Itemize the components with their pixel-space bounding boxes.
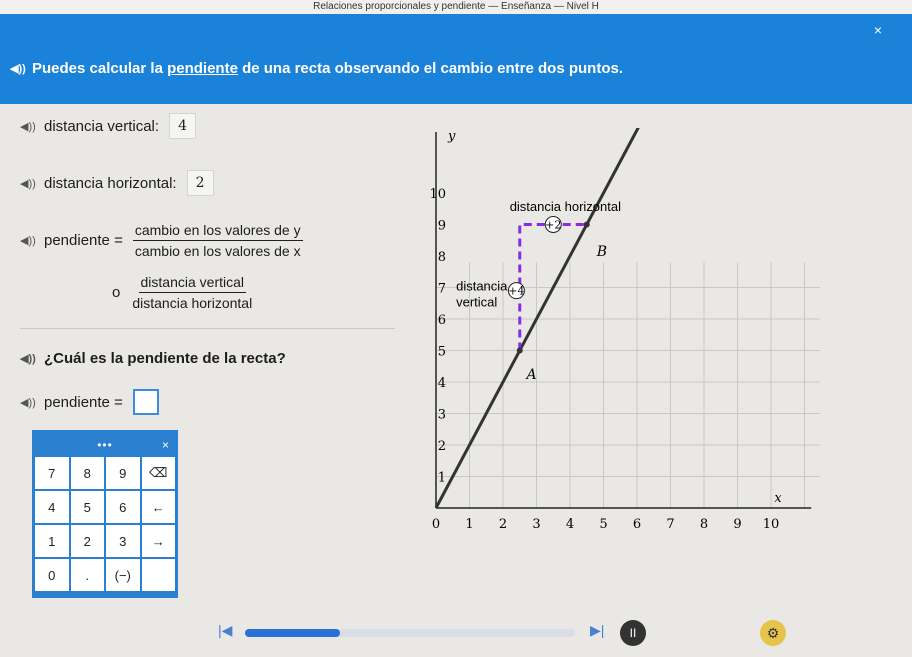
- arrow-left-key[interactable]: ←: [142, 491, 176, 523]
- key-4[interactable]: 4: [35, 491, 69, 523]
- key-3[interactable]: 3: [106, 525, 140, 557]
- y-axis-label: y: [448, 129, 456, 144]
- speaker-icon[interactable]: ◀)): [20, 353, 36, 365]
- vertical-badge: +4: [508, 284, 525, 298]
- x-tick-label: 0: [431, 517, 441, 532]
- y-tick-label: 8: [437, 250, 446, 265]
- key-0[interactable]: 0: [35, 559, 69, 591]
- pendiente-link[interactable]: pendiente: [167, 60, 238, 77]
- answer-label: pendiente =: [44, 393, 123, 411]
- decimal-key[interactable]: .: [71, 559, 105, 591]
- answer-input[interactable]: [133, 389, 159, 415]
- speaker-icon[interactable]: ◀)): [20, 235, 36, 247]
- next-icon[interactable]: ▶|: [590, 622, 605, 638]
- progress-track[interactable]: [245, 629, 575, 637]
- x-tick-label: 4: [565, 517, 575, 532]
- y-tick-label: 5: [437, 344, 446, 360]
- y-tick-label: 10: [429, 187, 446, 202]
- keypad: [32, 430, 178, 598]
- pause-button[interactable]: II: [620, 620, 646, 646]
- key-9[interactable]: 9: [106, 457, 140, 489]
- graph-svg: [420, 128, 820, 548]
- graph-line: [436, 128, 650, 508]
- x-tick-label: 9: [733, 517, 742, 532]
- prompt-post: de una recta observando el cambio entre dos puntos.: [237, 60, 624, 77]
- y-tick-label: 2: [437, 439, 446, 454]
- fraction-numerator: cambio en los valores de y: [133, 222, 303, 241]
- media-controls: [0, 612, 912, 657]
- fraction-values: [133, 222, 303, 259]
- fraction-numerator: distancia vertical: [139, 274, 247, 293]
- key-2[interactable]: 2: [71, 525, 105, 557]
- axes: [436, 132, 811, 508]
- x-tick-label: 2: [498, 517, 508, 532]
- horizontal-distance-caption: distancia horizontal: [509, 199, 621, 215]
- fraction-distances: [132, 274, 252, 311]
- backspace-key[interactable]: ⌫: [142, 457, 176, 489]
- speaker-icon[interactable]: ◀)): [20, 177, 36, 190]
- question-text: ¿Cuál es la pendiente de la recta?: [44, 350, 286, 367]
- negative-key[interactable]: (−): [106, 559, 140, 591]
- fraction-denominator: distancia horizontal: [132, 295, 253, 311]
- speaker-icon[interactable]: ◀)): [20, 120, 36, 133]
- y-tick-label: 7: [437, 281, 446, 297]
- x-tick-label: 5: [599, 517, 608, 532]
- speaker-icon[interactable]: ◀)): [20, 396, 36, 409]
- prompt-pre: Puedes calcular la: [32, 60, 168, 77]
- drag-handle-icon[interactable]: •••: [97, 438, 113, 452]
- formula-lhs: pendiente =: [44, 232, 123, 249]
- progress-fill: [245, 629, 340, 637]
- key-6[interactable]: 6: [106, 491, 140, 523]
- close-icon[interactable]: ×: [873, 22, 882, 38]
- window-title: Relaciones proporcionales y pendiente — Enseñanza — Nivel H: [0, 0, 912, 14]
- y-tick-label: 6: [437, 313, 446, 328]
- question-row: [20, 350, 286, 367]
- tick-labels: [429, 187, 779, 532]
- speaker-icon[interactable]: ◀)): [10, 63, 26, 75]
- y-tick-label: 1: [437, 470, 446, 486]
- horizontal-distance-row: [20, 170, 214, 196]
- y-tick-label: 4: [437, 376, 446, 391]
- prompt-text: [10, 60, 623, 77]
- fraction-denominator: cambio en los valores de x: [134, 243, 301, 259]
- key-5[interactable]: 5: [71, 491, 105, 523]
- arrow-right-key[interactable]: →: [142, 525, 176, 557]
- key-7[interactable]: 7: [35, 457, 69, 489]
- x-tick-label: 8: [699, 517, 709, 532]
- formula-or: o: [112, 284, 121, 301]
- coordinate-graph: [420, 128, 820, 548]
- y-tick-label: 3: [437, 407, 446, 423]
- divider: [20, 328, 395, 329]
- point-b-label: B: [596, 244, 608, 260]
- vertical-distance-value: 4: [169, 113, 196, 139]
- vertical-distance-caption: distancia: [456, 278, 508, 294]
- horizontal-distance-value: 2: [187, 170, 214, 196]
- key-1[interactable]: 1: [35, 525, 69, 557]
- vertical-distance-caption-2: vertical: [456, 294, 498, 310]
- prompt-banner: [0, 14, 912, 104]
- y-tick-label: 9: [437, 218, 446, 234]
- previous-icon[interactable]: |◀: [218, 622, 233, 638]
- vertical-distance-row: [20, 113, 196, 139]
- settings-button[interactable]: ⚙: [760, 620, 786, 646]
- keypad-header[interactable]: [35, 433, 175, 457]
- point-b: [584, 222, 590, 228]
- x-tick-label: 1: [465, 517, 474, 532]
- point-a: [517, 348, 523, 354]
- x-tick-label: 7: [666, 517, 675, 532]
- close-icon[interactable]: ×: [161, 438, 169, 452]
- slope-formula-alt: [112, 274, 252, 311]
- vertical-distance-label: distancia vertical:: [44, 117, 160, 135]
- horizontal-badge: +2: [545, 218, 562, 232]
- blank-key[interactable]: [142, 559, 176, 591]
- x-axis-label: x: [774, 491, 782, 506]
- x-tick-label: 10: [762, 517, 780, 532]
- x-tick-label: 3: [532, 517, 541, 532]
- point-a-label: A: [526, 366, 537, 383]
- answer-row: [20, 389, 159, 415]
- key-8[interactable]: 8: [71, 457, 105, 489]
- slope-formula: [20, 222, 303, 259]
- x-tick-label: 6: [632, 517, 642, 532]
- horizontal-distance-label: distancia horizontal:: [44, 174, 177, 192]
